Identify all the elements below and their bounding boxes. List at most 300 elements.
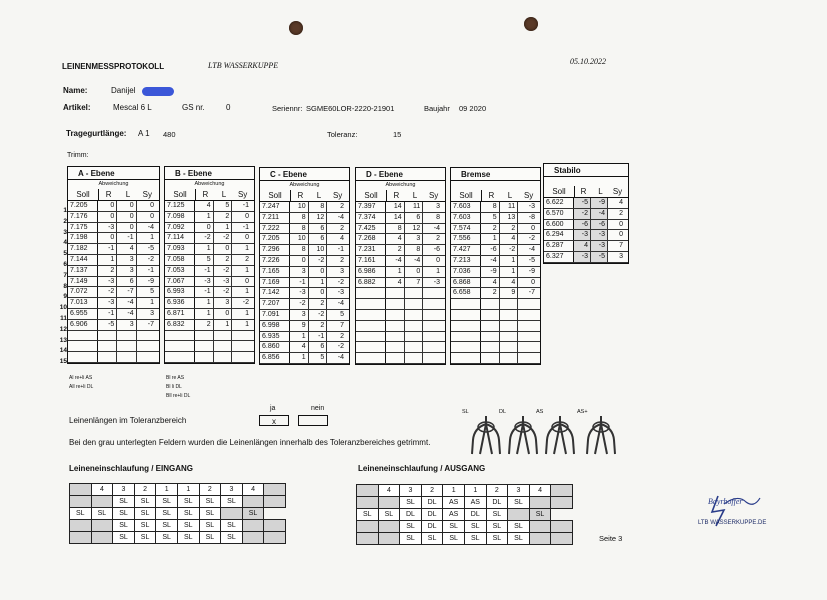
deviation-cell[interactable]: 3 — [117, 266, 136, 276]
deviation-cell[interactable]: 1 — [500, 256, 519, 266]
deviation-cell[interactable]: -4 — [117, 309, 136, 319]
deviation-cell[interactable]: 2 — [436, 235, 440, 243]
deviation-cell[interactable]: 0 — [245, 277, 249, 285]
deviation-cell[interactable]: -2 — [574, 209, 591, 219]
deviation-cell[interactable]: -5 — [574, 198, 591, 208]
deviation-cell[interactable] — [500, 321, 519, 331]
soll-cell[interactable]: 7.427 — [451, 245, 481, 255]
deviation-cell[interactable]: 3 — [150, 309, 154, 317]
deviation-cell[interactable]: 0 — [117, 223, 136, 233]
soll-cell[interactable]: 7.165 — [260, 267, 290, 277]
deviation-cell[interactable]: 6 — [309, 342, 328, 352]
loop-cell[interactable]: SL — [199, 496, 221, 508]
soll-cell[interactable]: 6.287 — [544, 241, 574, 251]
deviation-cell[interactable] — [98, 331, 117, 341]
deviation-cell[interactable]: -2 — [500, 245, 519, 255]
soll-cell[interactable]: 6.294 — [544, 230, 574, 240]
deviation-cell[interactable]: 0 — [619, 220, 623, 228]
deviation-cell[interactable]: 8 — [436, 213, 440, 221]
deviation-cell[interactable]: 8 — [386, 224, 405, 234]
deviation-cell[interactable]: -9 — [481, 267, 500, 277]
deviation-cell[interactable]: 2 — [340, 332, 344, 340]
deviation-cell[interactable] — [405, 299, 424, 309]
deviation-cell[interactable] — [423, 288, 442, 298]
deviation-cell[interactable]: 9 — [290, 321, 309, 331]
deviation-cell[interactable]: 11 — [405, 202, 424, 212]
deviation-cell[interactable]: 7 — [340, 321, 344, 329]
loop-cell[interactable]: SL — [156, 532, 178, 544]
deviation-cell[interactable] — [481, 321, 500, 331]
deviation-cell[interactable] — [518, 321, 537, 331]
deviation-cell[interactable]: 4 — [574, 241, 591, 251]
deviation-cell[interactable]: 3 — [436, 203, 440, 210]
soll-cell[interactable] — [356, 299, 386, 309]
deviation-cell[interactable]: -3 — [195, 277, 214, 287]
deviation-cell[interactable] — [481, 299, 500, 309]
loop-cell[interactable]: SL — [221, 496, 243, 508]
deviation-cell[interactable]: 9 — [500, 288, 519, 298]
deviation-cell[interactable]: 1 — [195, 309, 214, 319]
soll-cell[interactable]: 7.142 — [260, 288, 290, 298]
soll-cell[interactable]: 7.149 — [68, 277, 98, 287]
soll-cell[interactable]: 7.268 — [356, 234, 386, 244]
deviation-cell[interactable]: 1 — [195, 244, 214, 254]
soll-cell[interactable]: 7.182 — [68, 244, 98, 254]
deviation-cell[interactable]: 4 — [290, 342, 309, 352]
deviation-cell[interactable] — [481, 342, 500, 352]
deviation-cell[interactable]: -3 — [574, 230, 591, 240]
soll-cell[interactable]: 6.622 — [544, 198, 574, 208]
soll-cell[interactable] — [165, 341, 195, 351]
deviation-cell[interactable]: -6 — [433, 246, 440, 254]
deviation-cell[interactable]: 1 — [245, 245, 249, 253]
loop-cell[interactable] — [242, 496, 264, 508]
deviation-cell[interactable]: -1 — [117, 233, 136, 243]
deviation-cell[interactable]: 8 — [290, 224, 309, 234]
loop-cell[interactable]: SL — [529, 509, 551, 521]
soll-cell[interactable]: 7.161 — [356, 256, 386, 266]
loop-cell[interactable]: SL — [464, 533, 486, 545]
deviation-cell[interactable]: 1 — [290, 353, 309, 363]
loop-cell[interactable] — [91, 532, 113, 544]
deviation-cell[interactable] — [214, 331, 233, 341]
deviation-cell[interactable]: -6 — [481, 245, 500, 255]
loop-cell[interactable] — [378, 533, 400, 545]
loop-cell[interactable]: SL — [113, 532, 135, 544]
loop-cell[interactable]: DL — [464, 509, 486, 521]
deviation-cell[interactable]: 0 — [245, 234, 249, 242]
deviation-cell[interactable]: 4 — [619, 199, 623, 206]
deviation-cell[interactable] — [137, 341, 156, 351]
deviation-cell[interactable]: 0 — [150, 212, 154, 220]
soll-cell[interactable] — [451, 321, 481, 331]
soll-cell[interactable] — [68, 352, 98, 362]
deviation-cell[interactable]: -3 — [290, 288, 309, 298]
deviation-cell[interactable] — [405, 321, 424, 331]
soll-cell[interactable]: 7.296 — [260, 245, 290, 255]
deviation-cell[interactable]: -2 — [214, 266, 233, 276]
deviation-cell[interactable]: 1 — [195, 212, 214, 222]
deviation-cell[interactable]: 2 — [309, 321, 328, 331]
loop-cell[interactable]: SL — [486, 521, 508, 533]
deviation-cell[interactable]: -5 — [147, 245, 154, 253]
deviation-cell[interactable]: 3 — [290, 267, 309, 277]
deviation-cell[interactable]: 0 — [531, 278, 535, 286]
deviation-cell[interactable]: 3 — [340, 267, 344, 275]
soll-cell[interactable]: 7.397 — [356, 202, 386, 212]
deviation-cell[interactable]: 1 — [290, 332, 309, 342]
loop-cell[interactable]: SL — [443, 533, 465, 545]
deviation-cell[interactable]: -4 — [433, 224, 440, 232]
deviation-cell[interactable]: 4 — [195, 201, 214, 211]
deviation-cell[interactable]: 2 — [214, 255, 233, 265]
loop-cell[interactable]: SL — [400, 521, 422, 533]
soll-cell[interactable] — [356, 332, 386, 342]
deviation-cell[interactable]: 1 — [309, 278, 328, 288]
deviation-cell[interactable]: 0 — [117, 201, 136, 211]
soll-cell[interactable]: 7.098 — [165, 212, 195, 222]
deviation-cell[interactable]: 1 — [386, 267, 405, 277]
deviation-cell[interactable]: 3 — [619, 252, 623, 260]
deviation-cell[interactable] — [500, 310, 519, 320]
deviation-cell[interactable]: 2 — [195, 320, 214, 330]
loop-cell[interactable]: SL — [221, 520, 243, 532]
soll-cell[interactable]: 7.231 — [356, 245, 386, 255]
deviation-cell[interactable]: 3 — [290, 310, 309, 320]
deviation-cell[interactable]: 0 — [117, 212, 136, 222]
deviation-cell[interactable]: -2 — [528, 235, 535, 243]
soll-cell[interactable] — [356, 310, 386, 320]
loop-cell[interactable]: DL — [486, 497, 508, 509]
deviation-cell[interactable] — [195, 331, 214, 341]
soll-cell[interactable] — [451, 310, 481, 320]
soll-cell[interactable]: 7.207 — [260, 299, 290, 309]
deviation-cell[interactable] — [195, 341, 214, 351]
soll-cell[interactable]: 7.213 — [451, 256, 481, 266]
deviation-cell[interactable]: -4 — [117, 298, 136, 308]
loop-cell[interactable]: SL — [91, 508, 113, 520]
deviation-cell[interactable]: 1 — [214, 320, 233, 330]
deviation-cell[interactable]: 5 — [214, 201, 233, 211]
deviation-cell[interactable]: -3 — [528, 203, 535, 210]
soll-cell[interactable]: 7.125 — [165, 201, 195, 211]
deviation-cell[interactable]: 2 — [619, 209, 623, 217]
soll-cell[interactable]: 6.327 — [544, 252, 574, 262]
loop-cell[interactable]: SL — [156, 496, 178, 508]
deviation-cell[interactable] — [518, 353, 537, 363]
deviation-cell[interactable] — [405, 288, 424, 298]
soll-cell[interactable]: 7.211 — [260, 213, 290, 223]
loop-cell[interactable]: SL — [508, 497, 530, 509]
deviation-cell[interactable]: 0 — [309, 288, 328, 298]
loop-cell[interactable] — [242, 520, 264, 532]
deviation-cell[interactable] — [500, 342, 519, 352]
deviation-cell[interactable]: -1 — [309, 332, 328, 342]
deviation-cell[interactable]: -2 — [147, 255, 154, 263]
loop-cell[interactable]: SL — [443, 521, 465, 533]
deviation-cell[interactable] — [98, 341, 117, 351]
deviation-cell[interactable]: 0 — [150, 202, 154, 209]
deviation-cell[interactable]: -2 — [309, 256, 328, 266]
deviation-cell[interactable]: -4 — [337, 300, 344, 308]
deviation-cell[interactable] — [232, 331, 251, 341]
loop-cell[interactable] — [529, 497, 551, 509]
deviation-cell[interactable]: 6 — [309, 234, 328, 244]
deviation-cell[interactable]: -4 — [528, 246, 535, 254]
loop-cell[interactable]: SL — [242, 508, 264, 520]
soll-cell[interactable] — [451, 342, 481, 352]
deviation-cell[interactable] — [405, 310, 424, 320]
deviation-cell[interactable]: -9 — [147, 277, 154, 285]
soll-cell[interactable]: 7.603 — [451, 213, 481, 223]
soll-cell[interactable]: 6.936 — [165, 298, 195, 308]
soll-cell[interactable] — [68, 331, 98, 341]
soll-cell[interactable]: 7.072 — [68, 287, 98, 297]
deviation-cell[interactable] — [481, 353, 500, 363]
deviation-cell[interactable]: 2 — [98, 266, 117, 276]
deviation-cell[interactable]: 1 — [436, 267, 440, 275]
deviation-cell[interactable]: 0 — [98, 201, 117, 211]
deviation-cell[interactable]: -5 — [591, 252, 608, 262]
deviation-cell[interactable]: -4 — [147, 223, 154, 231]
loop-cell[interactable]: AS — [443, 497, 465, 509]
deviation-cell[interactable]: 1 — [245, 309, 249, 317]
deviation-cell[interactable] — [405, 353, 424, 363]
deviation-cell[interactable]: 4 — [117, 244, 136, 254]
soll-cell[interactable]: 7.169 — [260, 278, 290, 288]
deviation-cell[interactable] — [386, 310, 405, 320]
loop-cell[interactable]: SL — [113, 508, 135, 520]
deviation-cell[interactable]: 6 — [117, 277, 136, 287]
soll-cell[interactable]: 7.247 — [260, 202, 290, 212]
deviation-cell[interactable]: -1 — [147, 266, 154, 274]
soll-cell[interactable]: 6.906 — [68, 320, 98, 330]
soll-cell[interactable] — [356, 342, 386, 352]
soll-cell[interactable] — [356, 321, 386, 331]
deviation-cell[interactable] — [423, 310, 442, 320]
deviation-cell[interactable]: -3 — [214, 277, 233, 287]
deviation-cell[interactable]: 1 — [98, 255, 117, 265]
loop-cell[interactable]: SL — [113, 520, 135, 532]
loop-cell[interactable]: SL — [177, 508, 199, 520]
deviation-cell[interactable]: 2 — [481, 224, 500, 234]
deviation-cell[interactable] — [518, 299, 537, 309]
deviation-cell[interactable]: -3 — [98, 277, 117, 287]
soll-cell[interactable]: 7.198 — [68, 233, 98, 243]
deviation-cell[interactable]: -9 — [528, 267, 535, 275]
deviation-cell[interactable] — [500, 353, 519, 363]
deviation-cell[interactable]: -2 — [195, 233, 214, 243]
deviation-cell[interactable] — [386, 321, 405, 331]
deviation-cell[interactable]: -3 — [591, 230, 608, 240]
deviation-cell[interactable]: 5 — [195, 255, 214, 265]
deviation-cell[interactable]: 2 — [340, 224, 344, 232]
deviation-cell[interactable] — [232, 352, 251, 362]
deviation-cell[interactable]: -1 — [242, 223, 249, 231]
loop-cell[interactable] — [378, 497, 400, 509]
deviation-cell[interactable]: -2 — [309, 310, 328, 320]
deviation-cell[interactable]: 5 — [309, 353, 328, 363]
soll-cell[interactable]: 7.205 — [260, 234, 290, 244]
deviation-cell[interactable] — [386, 342, 405, 352]
deviation-cell[interactable]: 7 — [405, 278, 424, 288]
deviation-cell[interactable]: 12 — [309, 213, 328, 223]
deviation-cell[interactable]: 3 — [214, 298, 233, 308]
loop-cell[interactable]: SL — [134, 520, 156, 532]
nein-checkbox[interactable] — [298, 415, 328, 426]
deviation-cell[interactable]: -3 — [433, 278, 440, 286]
soll-cell[interactable] — [165, 331, 195, 341]
deviation-cell[interactable]: 2 — [309, 299, 328, 309]
loop-cell[interactable]: SL — [177, 496, 199, 508]
loop-cell[interactable]: SL — [134, 496, 156, 508]
soll-cell[interactable]: 6.882 — [356, 278, 386, 288]
deviation-cell[interactable]: 1 — [245, 320, 249, 328]
soll-cell[interactable]: 6.986 — [356, 267, 386, 277]
loop-cell[interactable]: SL — [199, 532, 221, 544]
deviation-cell[interactable] — [137, 352, 156, 362]
deviation-cell[interactable]: 5 — [150, 288, 154, 296]
deviation-cell[interactable]: -5 — [98, 320, 117, 330]
loop-cell[interactable]: DL — [421, 497, 443, 509]
deviation-cell[interactable]: 0 — [195, 223, 214, 233]
loop-cell[interactable]: SL — [464, 521, 486, 533]
deviation-cell[interactable]: -3 — [337, 289, 344, 297]
deviation-cell[interactable]: -3 — [98, 223, 117, 233]
deviation-cell[interactable]: -7 — [147, 320, 154, 328]
deviation-cell[interactable] — [117, 352, 136, 362]
soll-cell[interactable]: 6.935 — [260, 332, 290, 342]
loop-cell[interactable]: SL — [134, 508, 156, 520]
soll-cell[interactable] — [451, 299, 481, 309]
deviation-cell[interactable] — [481, 332, 500, 342]
deviation-cell[interactable]: 2 — [214, 212, 233, 222]
deviation-cell[interactable]: 0 — [531, 224, 535, 232]
soll-cell[interactable]: 7.114 — [165, 233, 195, 243]
deviation-cell[interactable] — [518, 342, 537, 352]
deviation-cell[interactable] — [423, 332, 442, 342]
deviation-cell[interactable]: 0 — [436, 256, 440, 264]
deviation-cell[interactable] — [386, 299, 405, 309]
deviation-cell[interactable]: 2 — [340, 256, 344, 264]
deviation-cell[interactable] — [137, 331, 156, 341]
soll-cell[interactable]: 6.860 — [260, 342, 290, 352]
deviation-cell[interactable]: 8 — [405, 245, 424, 255]
loop-cell[interactable] — [91, 496, 113, 508]
deviation-cell[interactable] — [423, 353, 442, 363]
loop-cell[interactable]: SL — [156, 520, 178, 532]
deviation-cell[interactable]: -7 — [528, 289, 535, 297]
deviation-cell[interactable] — [518, 310, 537, 320]
soll-cell[interactable]: 7.093 — [165, 244, 195, 254]
deviation-cell[interactable]: 0 — [245, 212, 249, 220]
deviation-cell[interactable]: -2 — [98, 287, 117, 297]
deviation-cell[interactable]: 7 — [619, 242, 623, 250]
soll-cell[interactable]: 6.832 — [165, 320, 195, 330]
deviation-cell[interactable]: 11 — [500, 202, 519, 212]
soll-cell[interactable]: 7.574 — [451, 224, 481, 234]
deviation-cell[interactable] — [405, 332, 424, 342]
deviation-cell[interactable] — [518, 332, 537, 342]
deviation-cell[interactable]: -8 — [528, 213, 535, 221]
deviation-cell[interactable]: -1 — [195, 287, 214, 297]
deviation-cell[interactable]: -4 — [386, 256, 405, 266]
deviation-cell[interactable]: 10 — [290, 202, 309, 212]
deviation-cell[interactable]: -2 — [214, 233, 233, 243]
loop-cell[interactable] — [529, 533, 551, 545]
loop-cell[interactable]: SL — [199, 520, 221, 532]
deviation-cell[interactable] — [423, 299, 442, 309]
deviation-cell[interactable]: -4 — [337, 354, 344, 362]
deviation-cell[interactable]: 2 — [340, 203, 344, 210]
soll-cell[interactable]: 7.175 — [68, 223, 98, 233]
soll-cell[interactable]: 6.600 — [544, 220, 574, 230]
soll-cell[interactable]: 7.205 — [68, 201, 98, 211]
deviation-cell[interactable]: -2 — [214, 287, 233, 297]
deviation-cell[interactable]: 4 — [500, 278, 519, 288]
deviation-cell[interactable]: 0 — [405, 267, 424, 277]
loop-cell[interactable]: SL — [508, 521, 530, 533]
loop-cell[interactable] — [529, 521, 551, 533]
deviation-cell[interactable]: 0 — [98, 212, 117, 222]
deviation-cell[interactable] — [232, 341, 251, 351]
deviation-cell[interactable]: 1 — [214, 223, 233, 233]
loop-cell[interactable]: SL — [486, 509, 508, 521]
deviation-cell[interactable]: -2 — [337, 278, 344, 286]
deviation-cell[interactable]: 8 — [309, 202, 328, 212]
deviation-cell[interactable]: -4 — [591, 209, 608, 219]
soll-cell[interactable]: 7.556 — [451, 234, 481, 244]
deviation-cell[interactable]: -3 — [98, 298, 117, 308]
soll-cell[interactable] — [356, 353, 386, 363]
soll-cell[interactable]: 7.374 — [356, 213, 386, 223]
loop-cell[interactable]: SL — [156, 508, 178, 520]
deviation-cell[interactable]: 0 — [214, 309, 233, 319]
soll-cell[interactable]: 7.603 — [451, 202, 481, 212]
deviation-cell[interactable] — [386, 332, 405, 342]
soll-cell[interactable]: 6.993 — [165, 287, 195, 297]
deviation-cell[interactable]: 6 — [309, 224, 328, 234]
loop-cell[interactable]: SL — [400, 533, 422, 545]
soll-cell[interactable]: 7.013 — [68, 298, 98, 308]
deviation-cell[interactable]: 14 — [386, 202, 405, 212]
soll-cell[interactable]: 7.058 — [165, 255, 195, 265]
deviation-cell[interactable]: 0 — [309, 267, 328, 277]
loop-cell[interactable]: SL — [134, 532, 156, 544]
soll-cell[interactable]: 7.036 — [451, 267, 481, 277]
loop-cell[interactable]: AS — [443, 509, 465, 521]
deviation-cell[interactable]: 12 — [405, 224, 424, 234]
deviation-cell[interactable] — [214, 352, 233, 362]
deviation-cell[interactable] — [500, 332, 519, 342]
deviation-cell[interactable]: 13 — [500, 213, 519, 223]
loop-cell[interactable]: SL — [177, 532, 199, 544]
deviation-cell[interactable]: 8 — [481, 202, 500, 212]
deviation-cell[interactable] — [386, 353, 405, 363]
loop-cell[interactable]: DL — [400, 509, 422, 521]
deviation-cell[interactable] — [500, 299, 519, 309]
soll-cell[interactable]: 7.137 — [68, 266, 98, 276]
deviation-cell[interactable] — [98, 352, 117, 362]
soll-cell[interactable]: 7.091 — [260, 310, 290, 320]
loop-cell[interactable]: SL — [199, 508, 221, 520]
deviation-cell[interactable]: -4 — [337, 213, 344, 221]
deviation-cell[interactable]: 1 — [245, 266, 249, 274]
deviation-cell[interactable]: -4 — [481, 256, 500, 266]
soll-cell[interactable] — [68, 341, 98, 351]
deviation-cell[interactable]: -4 — [405, 256, 424, 266]
loop-cell[interactable]: SL — [421, 533, 443, 545]
